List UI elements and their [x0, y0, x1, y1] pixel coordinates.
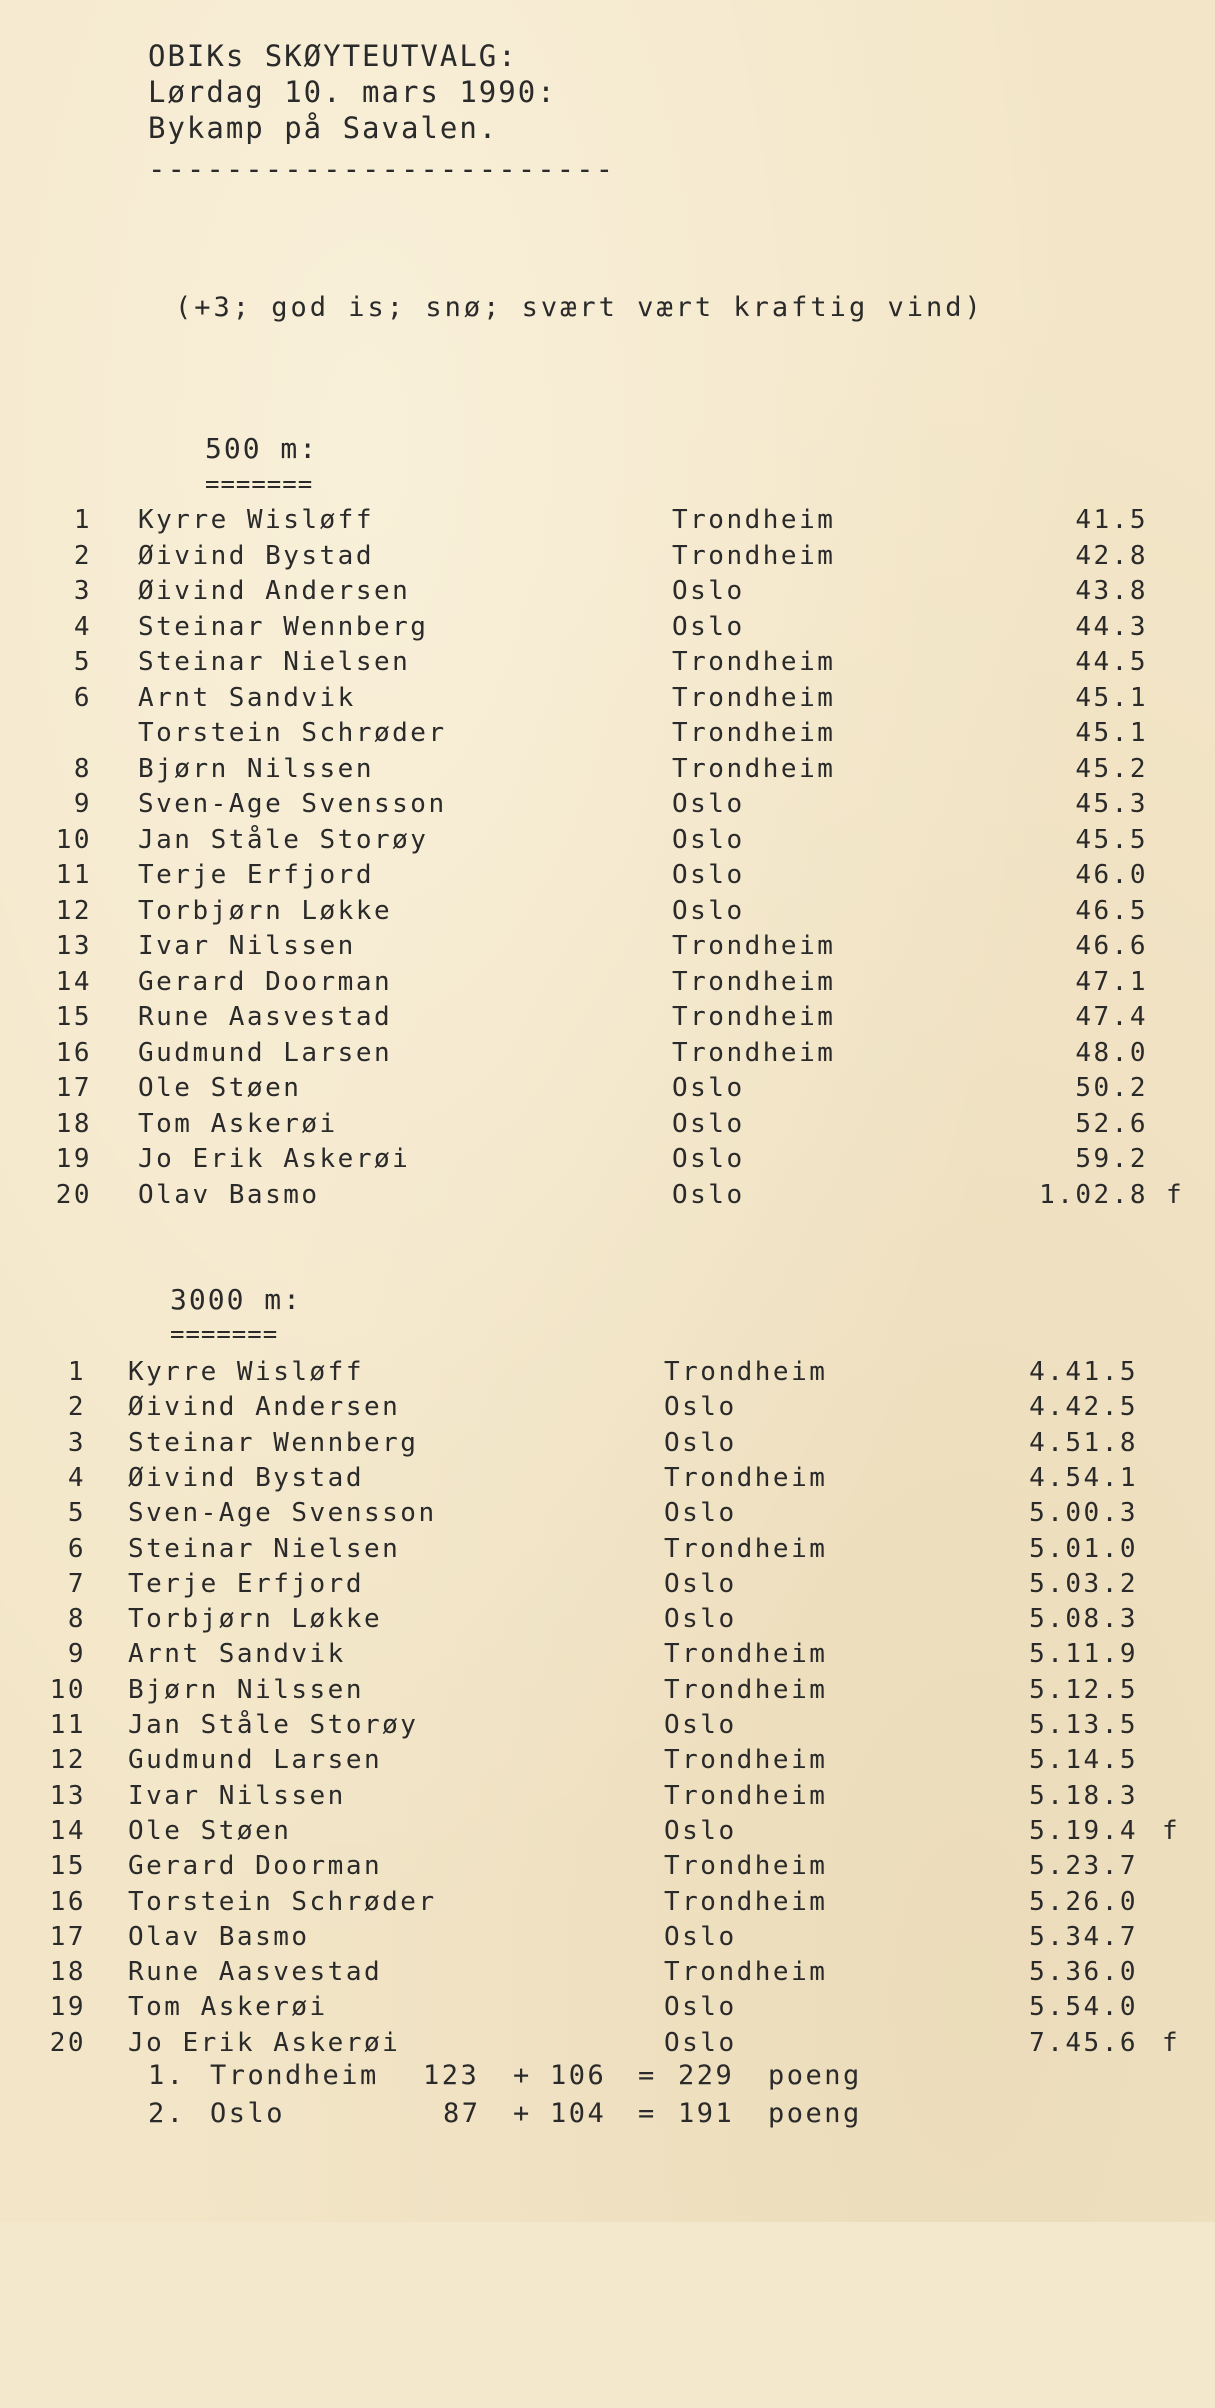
- result-row: [0, 1992, 1215, 2028]
- skater-name: Tom Askerøi: [128, 1992, 328, 2023]
- result-row: [0, 860, 1215, 896]
- header-event: Bykamp på Savalen.: [148, 111, 499, 145]
- result-row: [0, 1180, 1215, 1216]
- result-time: 5.01.0: [1029, 1533, 1138, 1564]
- result-rank: 19: [55, 1144, 92, 1174]
- skater-name: Torbjørn Løkke: [138, 895, 393, 926]
- result-row: [0, 1357, 1215, 1393]
- result-rank: 15: [49, 1851, 86, 1882]
- skater-city: Oslo: [672, 789, 745, 819]
- result-time: 5.08.3: [1029, 1604, 1138, 1635]
- totals-plus-sign: +: [513, 2060, 532, 2091]
- totals-place: 1.: [148, 2060, 186, 2091]
- result-rank: 11: [55, 860, 92, 890]
- result-rank: 20: [55, 1179, 92, 1210]
- skater-name: Arnt Sandvik: [128, 1639, 346, 1670]
- result-row: [0, 718, 1215, 754]
- result-time: 5.14.5: [1029, 1745, 1138, 1776]
- skater-name: Steinar Nielsen: [138, 647, 411, 677]
- result-rank: 13: [55, 931, 92, 961]
- result-rank: 6: [67, 1533, 86, 1564]
- skater-name: Arnt Sandvik: [138, 682, 356, 713]
- result-rank: 5: [73, 647, 92, 677]
- weather-conditions: (+3; god is; snø; svært vært kraftig vind): [175, 292, 984, 323]
- skater-city: Trondheim: [672, 540, 836, 571]
- skater-name: Kyrre Wisløff: [128, 1357, 364, 1387]
- result-row: [0, 612, 1215, 648]
- skater-city: Oslo: [672, 1108, 745, 1139]
- skater-name: Torbjørn Løkke: [128, 1604, 383, 1635]
- skater-city: Trondheim: [672, 682, 836, 713]
- skater-name: Olav Basmo: [138, 1179, 320, 1210]
- totals-row: [148, 2098, 948, 2134]
- skater-name: Torstein Schrøder: [128, 1886, 437, 1917]
- result-rank: 5: [67, 1498, 86, 1529]
- result-time: 7.45.6: [1029, 2027, 1138, 2058]
- skater-city: Oslo: [664, 2027, 737, 2058]
- skater-name: Jan Ståle Storøy: [128, 1710, 419, 1740]
- result-time: 46.6: [1075, 931, 1148, 961]
- skater-name: Steinar Wennberg: [138, 611, 429, 642]
- totals-plus-sign: +: [513, 2098, 532, 2129]
- skater-name: Ivar Nilssen: [128, 1780, 346, 1811]
- result-time: 5.54.0: [1029, 1992, 1138, 2023]
- result-row: [0, 1781, 1215, 1817]
- result-rank: 18: [49, 1957, 86, 1988]
- totals-score-3000m: 106: [550, 2060, 607, 2091]
- result-time: 45.1: [1075, 718, 1148, 748]
- result-row: [0, 931, 1215, 967]
- result-time: 43.8: [1075, 576, 1148, 606]
- skater-name: Torstein Schrøder: [138, 718, 447, 748]
- skater-city: Oslo: [664, 1392, 737, 1423]
- result-time: 5.36.0: [1029, 1957, 1138, 1988]
- result-row: [0, 683, 1215, 719]
- skater-city: Oslo: [672, 611, 745, 642]
- result-time: 45.1: [1075, 682, 1148, 713]
- result-flag: f: [1162, 1815, 1181, 1846]
- skater-name: Bjørn Nilssen: [138, 753, 374, 784]
- totals-equals-sign: =: [638, 2060, 657, 2091]
- result-time: 5.11.9: [1029, 1639, 1138, 1670]
- result-row: [0, 541, 1215, 577]
- result-time: 5.34.7: [1029, 1921, 1138, 1952]
- result-rank: 10: [49, 1674, 86, 1705]
- skater-city: Oslo: [664, 1815, 737, 1846]
- result-row: [0, 576, 1215, 612]
- skater-city: Trondheim: [672, 718, 836, 748]
- result-row: [0, 1569, 1215, 1605]
- result-rank: 13: [49, 1780, 86, 1811]
- skater-city: Trondheim: [664, 1639, 828, 1670]
- header-club: OBIKs SKØYTEUTVALG:: [148, 39, 518, 73]
- result-time: 52.6: [1075, 1108, 1148, 1139]
- result-flag: f: [1162, 2027, 1181, 2058]
- skater-name: Steinar Nielsen: [128, 1533, 401, 1564]
- skater-name: Øivind Bystad: [138, 540, 374, 571]
- result-rank: 4: [67, 1462, 86, 1493]
- team-totals: [148, 2060, 862, 2184]
- skater-city: Oslo: [664, 1568, 737, 1599]
- result-time: 45.3: [1075, 789, 1148, 819]
- skater-city: Trondheim: [672, 966, 836, 997]
- skater-city: Trondheim: [672, 647, 836, 677]
- result-rank: 2: [73, 540, 92, 571]
- totals-sum: 229: [678, 2060, 735, 2091]
- result-rank: 10: [55, 824, 92, 855]
- result-row: [0, 967, 1215, 1003]
- result-rank: 3: [67, 1427, 86, 1458]
- result-row: [0, 1922, 1215, 1958]
- result-rank: 20: [49, 2027, 86, 2058]
- totals-place: 2.: [148, 2098, 186, 2129]
- skater-city: Trondheim: [664, 1357, 828, 1387]
- skater-name: Bjørn Nilssen: [128, 1674, 364, 1705]
- skater-name: Øivind Bystad: [128, 1462, 364, 1493]
- totals-equals-sign: =: [638, 2098, 657, 2129]
- result-rank: 9: [67, 1639, 86, 1670]
- totals-score-3000m: 104: [550, 2098, 607, 2129]
- totals-unit: poeng: [768, 2060, 862, 2091]
- result-rank: 12: [49, 1745, 86, 1776]
- result-flag: f: [1166, 1179, 1185, 1210]
- skater-name: Øivind Andersen: [138, 576, 411, 606]
- skater-city: Oslo: [672, 1073, 745, 1103]
- result-time: 44.3: [1075, 611, 1148, 642]
- result-time: 5.26.0: [1029, 1886, 1138, 1917]
- section-title-500m: 500 m:: [205, 432, 319, 465]
- result-row: [0, 789, 1215, 825]
- skater-name: Rune Aasvestad: [128, 1957, 383, 1988]
- result-row: [0, 1144, 1215, 1180]
- result-rank: 14: [49, 1815, 86, 1846]
- result-rank: 12: [55, 895, 92, 926]
- result-rank: 16: [49, 1886, 86, 1917]
- totals-row: [148, 2060, 948, 2096]
- result-row: [0, 825, 1215, 861]
- result-row: [0, 1816, 1215, 1852]
- result-row: [0, 505, 1215, 541]
- skater-city: Oslo: [664, 1427, 737, 1458]
- skater-city: Oslo: [672, 860, 745, 890]
- skater-city: Oslo: [664, 1992, 737, 2023]
- skater-city: Trondheim: [664, 1957, 828, 1988]
- result-rank: 18: [55, 1108, 92, 1139]
- header-rule: ------------------------: [148, 152, 616, 186]
- skater-name: Gudmund Larsen: [128, 1745, 383, 1776]
- totals-score-500m: 123: [423, 2060, 480, 2091]
- skater-city: Trondheim: [664, 1674, 828, 1705]
- section-underline-3000m: =======: [170, 1320, 279, 1348]
- result-row: [0, 1710, 1215, 1746]
- result-time: 50.2: [1075, 1073, 1148, 1103]
- skater-city: Oslo: [672, 824, 745, 855]
- result-row: [0, 1073, 1215, 1109]
- totals-score-500m: 87: [443, 2098, 481, 2129]
- skater-city: Trondheim: [672, 505, 836, 535]
- result-row: [0, 1534, 1215, 1570]
- result-time: 5.03.2: [1029, 1568, 1138, 1599]
- skater-name: Gerard Doorman: [128, 1851, 383, 1882]
- skater-city: Trondheim: [664, 1886, 828, 1917]
- result-row: [0, 1639, 1215, 1675]
- skater-name: Sven-Age Svensson: [128, 1498, 437, 1529]
- skater-name: Terje Erfjord: [138, 860, 374, 890]
- skater-city: Trondheim: [672, 753, 836, 784]
- skater-city: Trondheim: [664, 1780, 828, 1811]
- result-row: [0, 1604, 1215, 1640]
- result-rank: 15: [55, 1002, 92, 1032]
- result-time: 5.19.4: [1029, 1815, 1138, 1846]
- skater-name: Steinar Wennberg: [128, 1427, 419, 1458]
- result-rank: 8: [67, 1604, 86, 1635]
- skater-name: Gerard Doorman: [138, 966, 393, 997]
- result-row: [0, 1675, 1215, 1711]
- result-rank: 9: [73, 789, 92, 819]
- result-time: 47.1: [1075, 966, 1148, 997]
- result-row: [0, 1392, 1215, 1428]
- result-rank: 17: [55, 1073, 92, 1103]
- result-time: 4.42.5: [1029, 1392, 1138, 1423]
- result-row: [0, 1851, 1215, 1887]
- result-rank: 1: [67, 1357, 86, 1387]
- result-time: 4.51.8: [1029, 1427, 1138, 1458]
- skater-name: Terje Erfjord: [128, 1568, 364, 1599]
- result-time: 4.54.1: [1029, 1462, 1138, 1493]
- result-row: [0, 1957, 1215, 1993]
- skater-name: Sven-Age Svensson: [138, 789, 447, 819]
- result-row: [0, 1745, 1215, 1781]
- skater-city: Trondheim: [672, 931, 836, 961]
- totals-unit: poeng: [768, 2098, 862, 2129]
- result-rank: 2: [67, 1392, 86, 1423]
- result-time: 5.23.7: [1029, 1851, 1138, 1882]
- result-row: [0, 2028, 1215, 2064]
- result-rank: 14: [55, 966, 92, 997]
- result-row: [0, 1428, 1215, 1464]
- result-time: 45.5: [1075, 824, 1148, 855]
- skater-city: Oslo: [672, 1144, 745, 1174]
- skater-city: Oslo: [664, 1710, 737, 1740]
- result-time: 1.02.8: [1039, 1179, 1148, 1210]
- result-time: 4.41.5: [1029, 1357, 1138, 1387]
- result-time: 44.5: [1075, 647, 1148, 677]
- result-rank: 11: [49, 1710, 86, 1740]
- result-row: [0, 1038, 1215, 1074]
- result-time: 47.4: [1075, 1002, 1148, 1032]
- skater-city: Oslo: [664, 1498, 737, 1529]
- result-time: 42.8: [1075, 540, 1148, 571]
- skater-name: Tom Askerøi: [138, 1108, 338, 1139]
- header-date: Lørdag 10. mars 1990:: [148, 75, 557, 109]
- result-row: [0, 1002, 1215, 1038]
- result-rank: 19: [49, 1992, 86, 2023]
- result-rank: 6: [73, 682, 92, 713]
- result-rank: 16: [55, 1037, 92, 1068]
- result-row: [0, 647, 1215, 683]
- totals-sum: 191: [678, 2098, 735, 2129]
- section-title-3000m: 3000 m:: [170, 1283, 303, 1316]
- result-row: [0, 1498, 1215, 1534]
- skater-city: Trondheim: [672, 1002, 836, 1032]
- skater-city: Trondheim: [664, 1851, 828, 1882]
- skater-city: Trondheim: [664, 1462, 828, 1493]
- skater-name: Øivind Andersen: [128, 1392, 401, 1423]
- skater-city: Oslo: [664, 1921, 737, 1952]
- result-time: 5.00.3: [1029, 1498, 1138, 1529]
- section-underline-500m: =======: [205, 470, 314, 498]
- result-time: 5.18.3: [1029, 1780, 1138, 1811]
- result-row: [0, 896, 1215, 932]
- skater-name: Ole Støen: [128, 1815, 292, 1846]
- document-header: [148, 38, 557, 146]
- skater-city: Oslo: [672, 895, 745, 926]
- result-rank: 7: [67, 1568, 86, 1599]
- result-time: 48.0: [1075, 1037, 1148, 1068]
- skater-name: Olav Basmo: [128, 1921, 310, 1952]
- result-time: 59.2: [1075, 1144, 1148, 1174]
- totals-team: Trondheim: [210, 2060, 379, 2091]
- skater-city: Oslo: [664, 1604, 737, 1635]
- skater-name: Jo Erik Askerøi: [138, 1144, 411, 1174]
- result-row: [0, 754, 1215, 790]
- result-time: 46.0: [1075, 860, 1148, 890]
- result-rank: 1: [73, 505, 92, 535]
- result-rank: 3: [73, 576, 92, 606]
- result-time: 46.5: [1075, 895, 1148, 926]
- result-time: 41.5: [1075, 505, 1148, 535]
- result-time: 5.12.5: [1029, 1674, 1138, 1705]
- skater-name: Ole Støen: [138, 1073, 302, 1103]
- result-rank: 8: [73, 753, 92, 784]
- result-row: [0, 1887, 1215, 1923]
- result-time: 45.2: [1075, 753, 1148, 784]
- result-rank: 17: [49, 1921, 86, 1952]
- skater-city: Trondheim: [672, 1037, 836, 1068]
- result-row: [0, 1109, 1215, 1145]
- skater-city: Trondheim: [664, 1745, 828, 1776]
- skater-name: Rune Aasvestad: [138, 1002, 393, 1032]
- result-rank: 4: [73, 611, 92, 642]
- skater-city: Trondheim: [664, 1533, 828, 1564]
- skater-name: Jan Ståle Storøy: [138, 824, 429, 855]
- result-row: [0, 1463, 1215, 1499]
- skater-name: Ivar Nilssen: [138, 931, 356, 961]
- result-time: 5.13.5: [1029, 1710, 1138, 1740]
- skater-name: Gudmund Larsen: [138, 1037, 393, 1068]
- totals-team: Oslo: [210, 2098, 286, 2129]
- skater-name: Kyrre Wisløff: [138, 505, 374, 535]
- skater-name: Jo Erik Askerøi: [128, 2027, 401, 2058]
- skater-city: Oslo: [672, 576, 745, 606]
- skater-city: Oslo: [672, 1179, 745, 1210]
